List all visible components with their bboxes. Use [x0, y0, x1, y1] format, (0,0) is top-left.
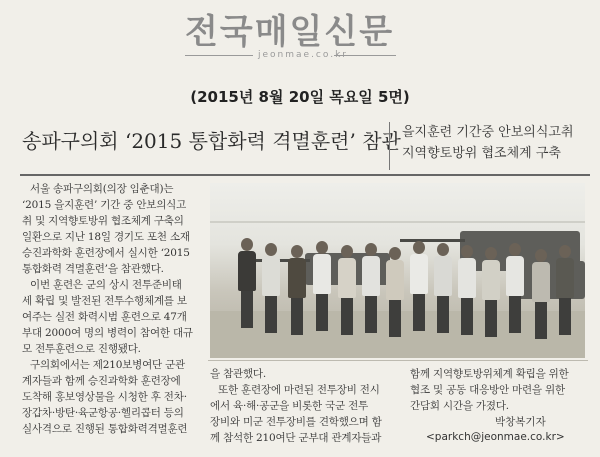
body-line: 협조 및 공동 대응방안 마련을 위한: [410, 384, 565, 396]
masthead-rule-right: [334, 55, 396, 56]
subhead-line: 지역향토방위 협조체계 구축: [402, 146, 561, 161]
body-line: 함께 지역향토방위체계 확립을 위한: [410, 368, 569, 380]
masthead-rule-left: [185, 55, 253, 56]
article-column-right: [410, 366, 585, 414]
person-figure: [434, 243, 452, 333]
person-figure: [410, 241, 428, 331]
body-line: 취 및 지역향토방위 협조체계 구축의: [22, 215, 184, 227]
body-line: 장비와 미군 전투장비를 견학했으며 함: [210, 416, 382, 428]
body-line: 간담회 시간을 가졌다.: [410, 400, 509, 412]
headline-rule: [20, 174, 590, 176]
body-line: 모 전투훈련으로 진행됐다.: [22, 343, 141, 355]
body-line: ‘2015 을지훈련’ 기간 중 안보의식고: [22, 199, 187, 211]
issue-date: (2015년 8월 20일 목요일 5면): [190, 88, 410, 106]
subhead-line: 을지훈련 기간중 안보의식고취: [402, 125, 574, 140]
person-figure: [386, 247, 404, 337]
body-line: 통합화력 격멸훈련’을 참관했다.: [22, 263, 164, 275]
person-figure: [482, 247, 500, 337]
person-figure: [556, 245, 574, 335]
body-line: 에서 육·해·공군을 비롯한 국군 전투: [210, 400, 369, 412]
headline-divider: [389, 122, 390, 170]
article-subhead: [402, 122, 574, 164]
article-column-middle: [210, 366, 400, 446]
body-line: 장갑차·방탄·육군항공·헬리콥터 등의: [22, 407, 184, 419]
body-line: 을 참관했다.: [210, 368, 266, 380]
body-line: 이번 훈련은 군의 상시 전투준비태: [30, 279, 182, 291]
body-line: 께 참석한 210여단 군부대 관계자들과: [210, 432, 382, 444]
body-line: 일환으로 지난 18일 경기도 포천 소재: [22, 231, 190, 243]
person-figure: [532, 249, 550, 339]
body-line: 실사격으로 진행된 통합화력격멸훈련: [22, 423, 188, 435]
person-figure: [313, 241, 331, 331]
body-line: 여주는 실전 화력시범 훈련으로 47개: [22, 311, 187, 323]
article-headline: 송파구의회 ‘2015 통합화력 격멸훈련’ 참관: [22, 129, 401, 153]
body-line: 계자들과 함께 승진과학화 훈련장에: [22, 375, 181, 387]
person-figure: [338, 245, 356, 335]
person-figure: [288, 245, 306, 335]
body-line: 승진과학화 훈련장에서 실시한 ‘2015: [22, 247, 190, 259]
reporter-email: <parkch@jeonmae.co.kr>: [426, 431, 565, 443]
newspaper-title: 전국매일신문: [185, 12, 395, 52]
person-figure: [238, 238, 256, 328]
body-line: 부대 2000여 명의 병력이 참여한 대규: [22, 327, 193, 339]
body-line: 구의회에서는 제210보병여단 군관: [30, 359, 185, 371]
article-column-left: [22, 181, 200, 437]
body-line: 세 확립 및 발전된 전투수행체계를 보: [22, 295, 187, 307]
masthead: [0, 2, 600, 60]
person-figure: [362, 243, 380, 333]
reporter-byline: 박창복기자: [495, 416, 546, 428]
article-photo: [210, 183, 585, 358]
body-line: 도착해 홍보영상물을 시청한 후 전차·: [22, 391, 187, 403]
body-line: 또한 훈련장에 마련된 전투장비 전시: [218, 384, 380, 396]
photo-horizon: [210, 221, 585, 223]
person-figure: [262, 243, 280, 333]
newspaper-url: jeonmae.co.kr: [258, 50, 348, 60]
photo-bottom-rule: [208, 360, 588, 361]
person-figure: [506, 243, 524, 333]
person-figure: [458, 245, 476, 335]
body-line: 서울 송파구의회(의장 임춘대)는: [30, 183, 174, 195]
